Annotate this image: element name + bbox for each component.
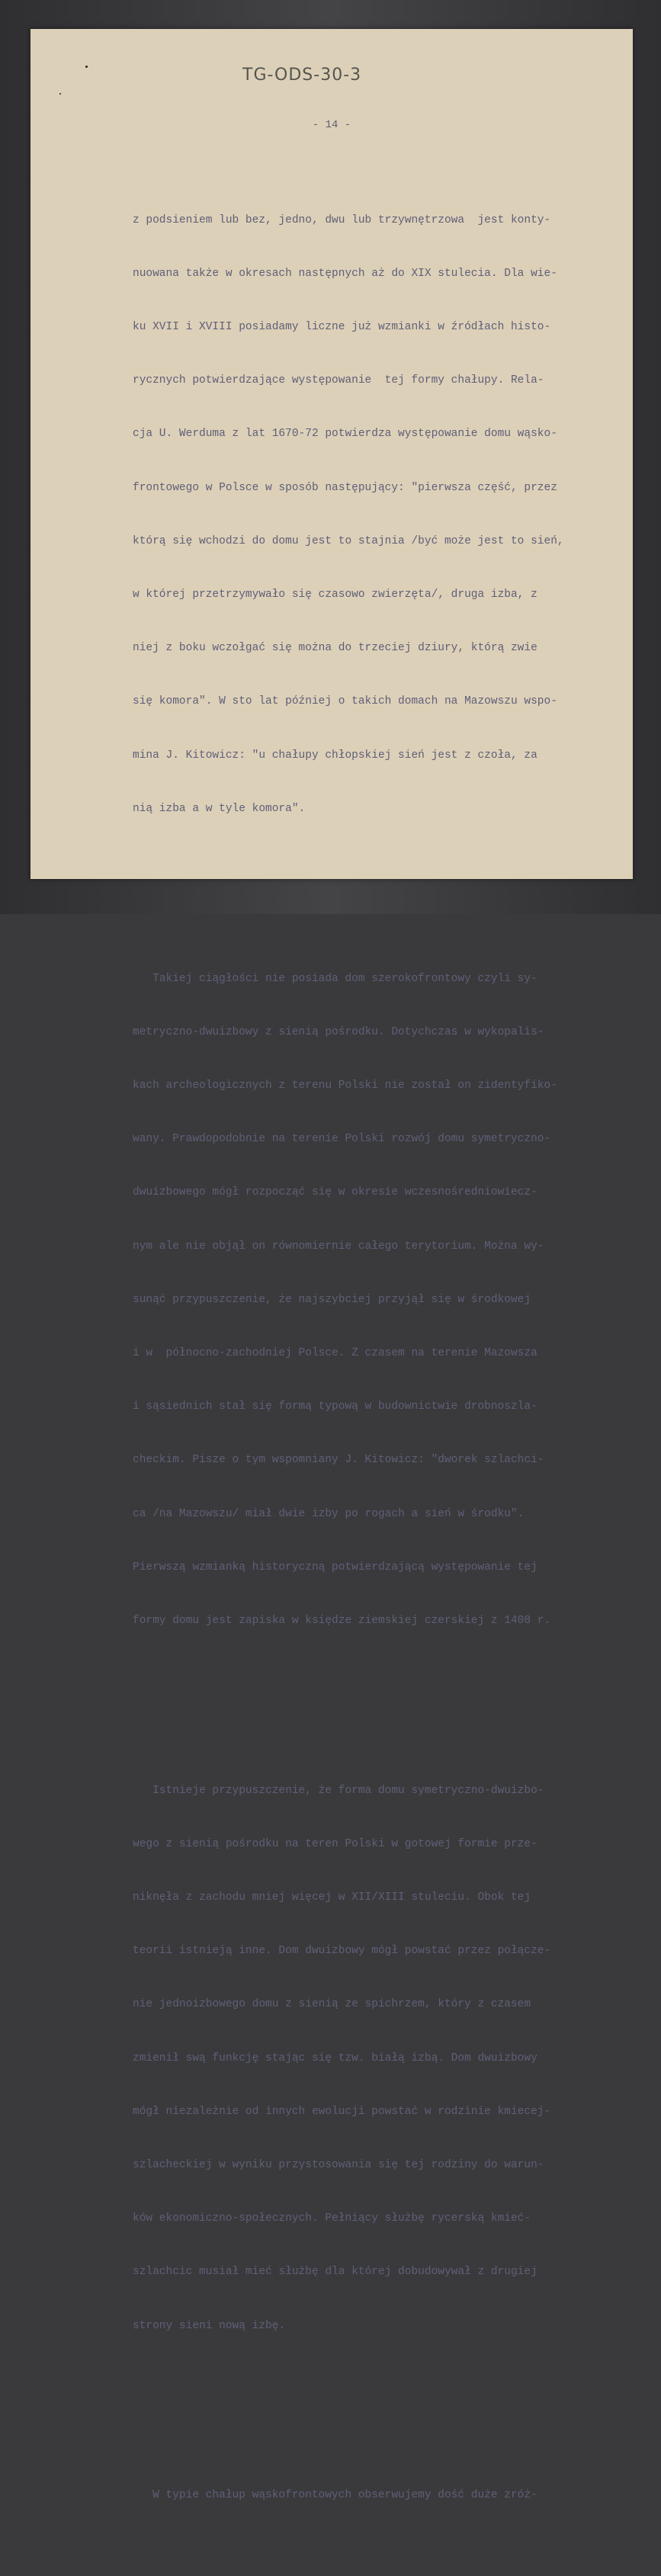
paragraph-2	[133, 935, 621, 1666]
text-line: checkim. Pisze o tym wspomniany J. Kitowicz: "dworek szlachci-	[133, 1454, 544, 1467]
text-line: niknęła z zachodu mniej więcej w XII/XIII stuleciu. Obok tej	[133, 1891, 531, 1904]
text-line: ca /na Mazowszu/ miał dwie izby po rogach a sień w środku".	[133, 1507, 525, 1520]
text-line: dwuizbowego mógł rozpocząć się w okresie wczesnośredniowiecz-	[133, 1186, 537, 1199]
text-line: rycznych potwierdzające występowanie tej formy chałupy. Rela-	[133, 374, 544, 387]
paragraph-4	[133, 2451, 621, 2540]
text-line: się komora". W sto lat później o takich domach na Mazowszu wspo-	[133, 695, 557, 708]
handwritten-reference-code: TG-ODS-30-3	[242, 66, 362, 85]
ink-speck	[85, 66, 88, 68]
text-line: w której przetrzymywało się czasowo zwierzęta/, druga izba, z	[133, 589, 537, 601]
ink-speck	[59, 93, 61, 95]
text-line: szlachcic musiał mieć służbę dla której dobudowywał z drugiej	[133, 2266, 537, 2279]
text-line: formy domu jest zapiska w księdze ziemskiej czerskiej z 1408 r.	[133, 1614, 551, 1627]
text-line: strony sieni nową izbę.	[133, 2319, 286, 2332]
page-number: - 14 -	[312, 119, 351, 131]
text-line: Pierwszą wzmianką historyczną potwierdzającą występowanie tej	[133, 1561, 537, 1574]
text-line: Istnieje przypuszczenie, że forma domu symetryczno-dwuizbo-	[133, 1784, 544, 1797]
text-line: sunąć przypuszczenie, że najszybciej przyjął się w środkowej	[133, 1293, 531, 1306]
paragraph-1	[133, 176, 621, 854]
text-line: teorii istnieją inne. Dom dwuizbowy mógł powstać przez połącze-	[133, 1945, 551, 1958]
text-line: Takiej ciągłości nie posiada dom szerokofrontowy czyli sy-	[133, 972, 537, 985]
text-line: ku XVII i XVIII posiadamy liczne już wzmianki w źródłach histo-	[133, 321, 551, 334]
text-line: niej z boku wczołgać się można do trzeciej dziury, którą zwie	[133, 642, 537, 655]
text-line: W typie chałup wąskofrontowych obserwujemy dość duże zróż-	[133, 2489, 537, 2502]
text-line: szlacheckiej w wyniku przystosowania się tej rodziny do warun-	[133, 2159, 544, 2171]
text-line: nym ale nie objął on równomiernie całego terytorium. Można wy-	[133, 1240, 544, 1253]
text-line: i sąsiednich stał się formą typową w budownictwie drobnoszla-	[133, 1400, 537, 1413]
text-line: nie jednoizbowego domu z sienią ze spichrzem, który z czasem	[133, 1998, 531, 2011]
typewritten-sheet	[30, 29, 633, 2502]
text-line: z podsieniem lub bez, jedno, dwu lub trzywnętrzowa jest konty-	[133, 213, 551, 226]
text-line: którą się wchodzi do domu jest to stajnia /być może jest to sień,	[133, 534, 564, 547]
text-line: i w północno-zachodniej Polsce. Z czasem na terenie Mazowsza	[133, 1346, 537, 1359]
text-line: wany. Prawdopodobnie na terenie Polski rozwój domu symetryczno-	[133, 1133, 551, 1146]
text-line: mógł niezależnie od innych ewolucji powstać w rodzinie kmiecej-	[133, 2105, 551, 2118]
text-line: nuowana także w okresach następnych aż do XIX stulecia. Dla wie-	[133, 267, 557, 280]
text-line: nią izba a w tyle komora".	[133, 802, 306, 815]
text-line: frontowego w Polsce w sposób następujący: "pierwsza część, przez	[133, 481, 557, 494]
text-line: wego z sienią pośrodku na teren Polski w gotowej formie prze-	[133, 1837, 537, 1850]
text-line: ków ekonomiczno-społecznych. Pełniący służbę rycerską kmieć-	[133, 2212, 531, 2225]
body-text	[133, 140, 621, 2576]
paragraph-3	[133, 1747, 621, 2371]
text-line: cja U. Werduma z lat 1670-72 potwierdza występowanie domu wąsko-	[133, 428, 557, 441]
text-line: zmienił swą funkcję stając się tzw. białą izbą. Dom dwuizbowy	[133, 2051, 537, 2064]
text-line: metryczno-dwuizbowy z sienią pośrodku. Dotychczas w wykopalis-	[133, 1025, 544, 1038]
text-line: kach archeologicznych z terenu Polski nie został on zidentyfiko-	[133, 1079, 557, 1092]
text-line: mina J. Kitowicz: "u chałupy chłopskiej sień jest z czoła, za	[133, 749, 537, 762]
